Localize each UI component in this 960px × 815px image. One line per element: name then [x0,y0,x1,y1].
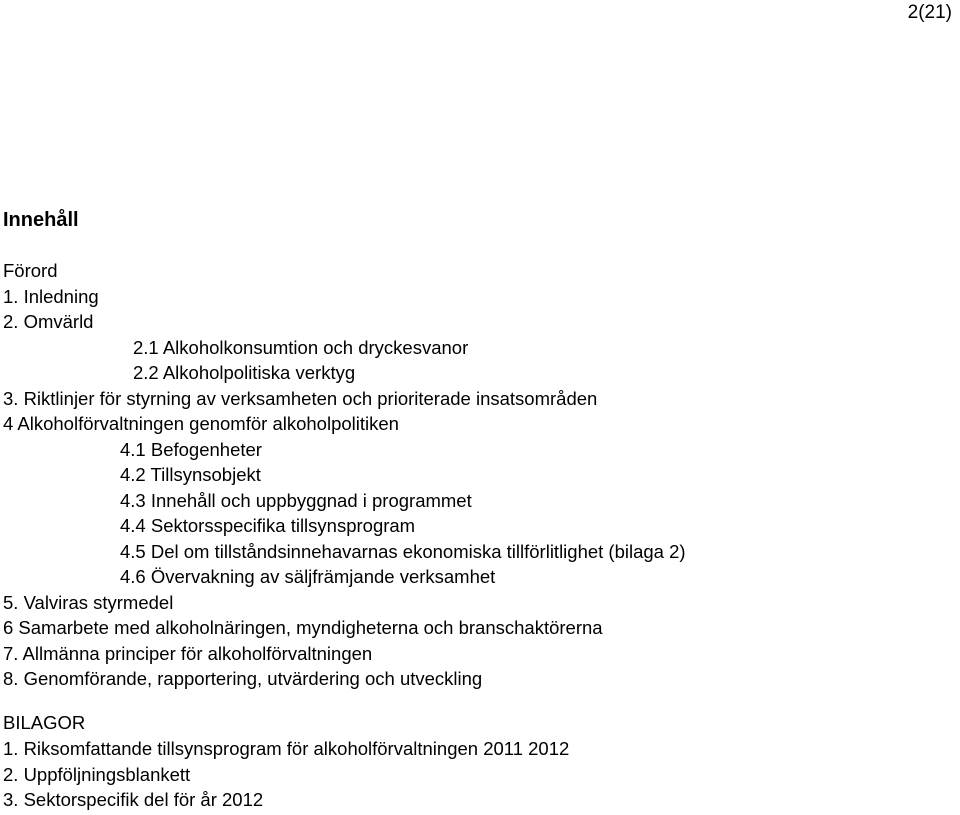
toc-entry: 8. Genomförande, rapportering, utvärdering och utveckling [3,668,483,689]
bilagor-list [3,736,569,813]
toc-entry: 4.4 Sektorsspecifika tillsynsprogram [120,515,416,536]
bilaga-entry: 2. Uppföljningsblankett [3,763,191,785]
bilaga-entry: 3. Sektorspecifik del för år 2012 [3,789,264,810]
toc-entry: 6 Samarbete med alkoholnäringen, myndigheterna och branschaktörerna [3,617,603,638]
toc-entry: 1. Inledning [3,285,99,307]
toc-entry: 4.2 Tillsynsobjekt [120,464,261,485]
toc-entry: 2.2 Alkoholpolitiska verktyg [133,362,356,383]
toc-entry: 7. Allmänna principer för alkoholförvaltningen [3,642,373,664]
toc-list [3,258,686,692]
bilaga-entry: 1. Riksomfattande tillsynsprogram för alkoholförvaltningen 2011 2012 [3,738,570,759]
toc-entry: 2. Omvärld [3,311,94,332]
toc-entry: 4.5 Del om tillståndsinnehavarnas ekonomiska tillförlitlighet (bilaga 2) [120,540,686,562]
toc-entry: 4 Alkoholförvaltningen genomför alkoholpolitiken [3,413,399,434]
toc-entry: 4.1 Befogenheter [120,438,262,460]
page-number: 2(21) [907,2,952,23]
toc-entry: Förord [3,260,58,281]
toc-heading: Innehåll [3,209,79,231]
bilagor-heading: BILAGOR [3,712,86,733]
toc-entry: 2.1 Alkoholkonsumtion och dryckesvanor [133,336,469,358]
toc-entry: 4.3 Innehåll och uppbyggnad i programmet [120,489,472,511]
toc-entry: 3. Riktlinjer för styrning av verksamheten och prioriterade insatsområden [3,387,598,409]
toc-entry: 5. Valviras styrmedel [3,591,174,613]
toc-entry: 4.6 Övervakning av säljfrämjande verksamhet [120,566,496,587]
